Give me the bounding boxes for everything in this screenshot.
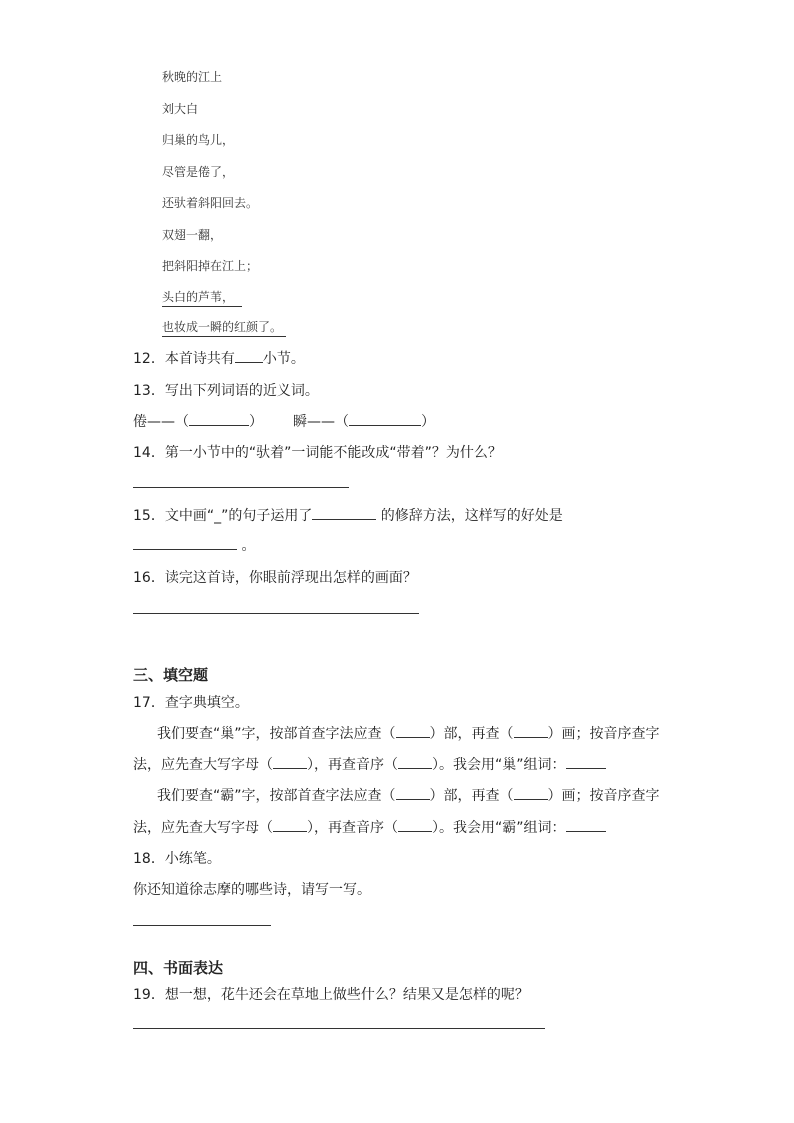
question-text: 我们要查“霸”字，按部首查字法应查（ bbox=[157, 788, 396, 804]
question-text: 12．本首诗共有 bbox=[133, 351, 235, 367]
dictionary-row bbox=[157, 785, 660, 805]
poem-line-underlined: 也妆成一瞬的红颜了。 bbox=[162, 318, 286, 337]
poem-line: 双翅一翻， bbox=[162, 228, 223, 242]
section-title: 三、填空题 bbox=[133, 666, 209, 684]
question-text: ）。我会用“霸”组词： bbox=[432, 820, 566, 836]
synonym-row bbox=[133, 411, 435, 431]
question-text: ）部，再查（ bbox=[429, 726, 514, 742]
poem-author: 刘大白 bbox=[162, 102, 199, 116]
question-18-prompt: 你还知道徐志摩的哪些诗，请写一写。 bbox=[133, 882, 371, 898]
synonym-word: 瞬——（ bbox=[293, 414, 349, 430]
question-13: 13．写出下列词语的近义词。 bbox=[133, 383, 319, 399]
question-text: ）画；按音序查字 bbox=[547, 726, 660, 742]
dictionary-row bbox=[157, 723, 660, 743]
question-19: 19．想一想，花牛还会在草地上做些什么？结果又是怎样的呢？ bbox=[133, 987, 529, 1003]
poem-title: 秋晚的江上 bbox=[162, 70, 223, 84]
answer-line[interactable] bbox=[133, 613, 419, 614]
question-text: 我们要查“巢”字，按部首查字法应查（ bbox=[157, 726, 396, 742]
answer-line[interactable] bbox=[133, 1028, 545, 1029]
question-text: 的修辞方法，这样写的好处是 bbox=[376, 508, 563, 524]
answer-blank[interactable] bbox=[514, 785, 548, 800]
poem-line: 归巢的鸟儿， bbox=[162, 133, 235, 147]
question-text: ），再查音序（ bbox=[307, 820, 398, 836]
answer-blank[interactable] bbox=[189, 411, 249, 426]
question-12 bbox=[133, 348, 305, 368]
answer-blank[interactable] bbox=[273, 754, 307, 769]
answer-line[interactable] bbox=[133, 487, 349, 488]
question-16: 16．读完这首诗，你眼前浮现出怎样的画面？ bbox=[133, 570, 417, 586]
answer-blank[interactable] bbox=[396, 723, 430, 738]
poem-line: 尽管是倦了， bbox=[162, 165, 235, 179]
question-text: 法，应先查大写字母（ bbox=[133, 757, 273, 773]
question-text: ）画；按音序查字 bbox=[547, 788, 660, 804]
question-text: 小节。 bbox=[262, 351, 305, 367]
poem-line-underlined: 头白的芦苇， bbox=[162, 288, 242, 307]
question-14: 14．第一小节中的“驮着”一词能不能改成“带着”？为什么？ bbox=[133, 445, 502, 461]
answer-blank[interactable] bbox=[514, 723, 548, 738]
answer-blank[interactable] bbox=[396, 785, 430, 800]
section-title: 四、书面表达 bbox=[133, 959, 224, 977]
synonym-word: 倦——（ bbox=[133, 414, 189, 430]
poem-line: 把斜阳掉在江上； bbox=[162, 259, 259, 273]
question-text: 法，应先查大写字母（ bbox=[133, 820, 273, 836]
question-text: ）。我会用“巢”组词： bbox=[432, 757, 566, 773]
dictionary-row bbox=[133, 817, 606, 837]
answer-blank[interactable] bbox=[398, 817, 432, 832]
answer-blank[interactable] bbox=[312, 505, 376, 520]
answer-blank[interactable] bbox=[566, 817, 606, 832]
question-15-answer bbox=[133, 535, 255, 555]
question-text: 。 bbox=[237, 538, 256, 554]
question-18: 18．小练笔。 bbox=[133, 851, 221, 867]
answer-blank[interactable] bbox=[398, 754, 432, 769]
answer-blank[interactable] bbox=[273, 817, 307, 832]
question-17: 17．查字典填空。 bbox=[133, 695, 249, 711]
answer-blank[interactable] bbox=[235, 348, 263, 363]
question-text: ）部，再查（ bbox=[429, 788, 514, 804]
paren-close: ） bbox=[249, 414, 263, 430]
answer-blank[interactable] bbox=[566, 754, 606, 769]
question-text: 15．文中画“ bbox=[133, 508, 215, 524]
poem-line: 还驮着斜阳回去。 bbox=[162, 196, 259, 210]
question-text: ），再查音序（ bbox=[307, 757, 398, 773]
underline-mark: _ bbox=[214, 508, 222, 524]
paren-close: ） bbox=[421, 414, 435, 430]
answer-blank[interactable] bbox=[133, 535, 237, 550]
dictionary-row bbox=[133, 754, 606, 774]
answer-blank[interactable] bbox=[349, 411, 421, 426]
answer-line[interactable] bbox=[133, 925, 271, 926]
question-text: ”的句子运用了 bbox=[221, 508, 313, 524]
question-15 bbox=[133, 505, 563, 525]
